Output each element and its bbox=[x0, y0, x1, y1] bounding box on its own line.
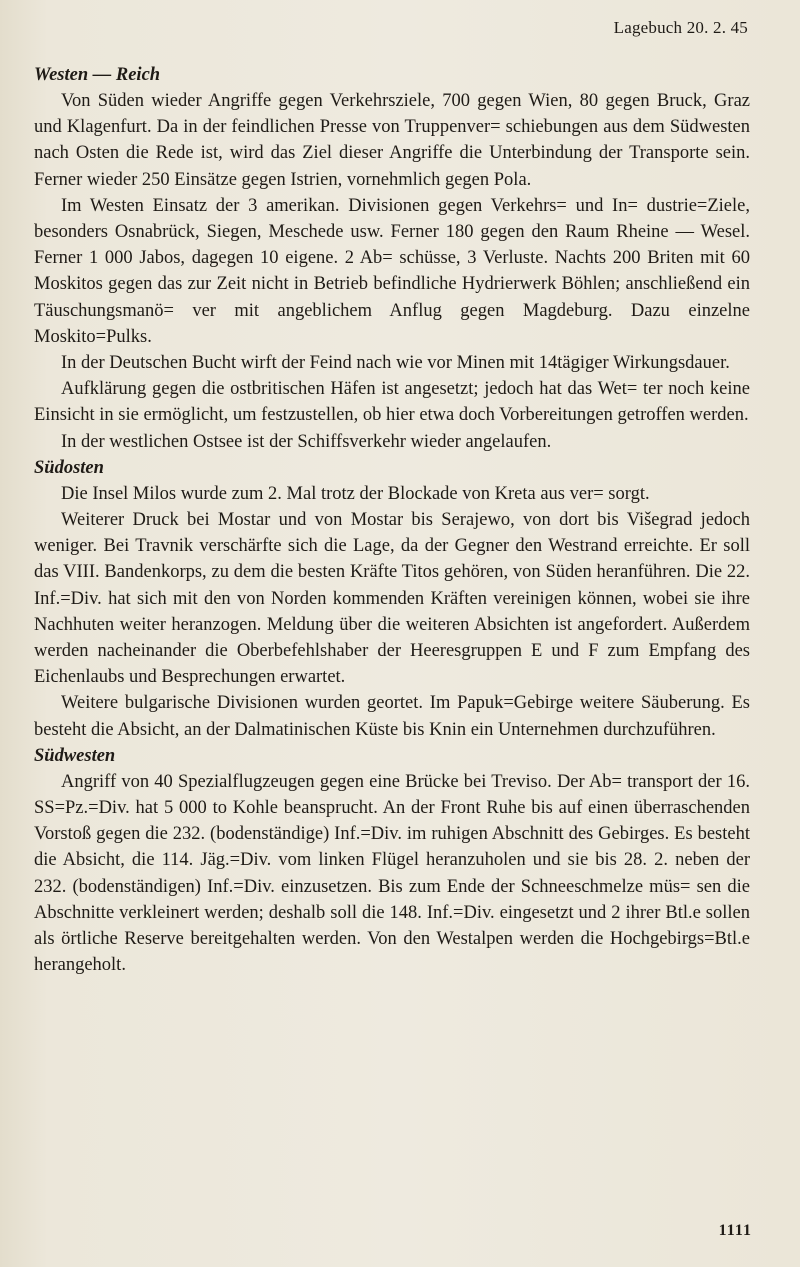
paragraph: Die Insel Milos wurde zum 2. Mal trotz der Blockade von Kreta aus ver= sorgt. bbox=[61, 483, 650, 504]
section-heading: Südwesten bbox=[34, 745, 116, 766]
paragraph: Aufklärung gegen die ostbritischen Häfen ist angesetzt; jedoch hat das Wet= ter noch keine Einsicht in sie ermöglicht, um festzustellen, ob hier etwa doch Vorbereitungen getroffen werden. bbox=[34, 379, 750, 426]
section-heading: Südosten bbox=[34, 457, 104, 478]
page-number: 1111 bbox=[718, 1222, 752, 1239]
section-suedwesten bbox=[34, 743, 750, 979]
paragraph: In der Deutschen Bucht wirft der Feind nach wie vor Minen mit 14tägiger Wirkungsdauer. bbox=[61, 353, 730, 374]
page-body bbox=[34, 62, 750, 979]
section-westen-reich bbox=[34, 62, 750, 455]
paragraph: In der westlichen Ostsee ist der Schiffsverkehr wieder angelaufen. bbox=[61, 431, 552, 452]
section-heading: Westen — Reich bbox=[34, 65, 161, 85]
paragraph: Angriff von 40 Spezialflugzeugen gegen eine Brücke bei Treviso. Der Ab= transport der 16. SS=Pz.=Div. hat 5 000 to Kohle beansprucht. An der Front Ruhe bis auf einen überraschenden Vorstoß gegen die 232. (bodenständige) Inf.=Div. im ruhigen Abschnitt des Gebirges. Es besteht die Absicht, die 114. Jäg.=Div. vom linken Flügel heranzuholen und sie bis 28. 2. neben der 232. (bodenständigen) Inf.=Div. einzusetzen. Bis zum Ende der Schneeschmelze müs= sen die Abschnitte verkleinert werden; deshalb soll die 148. Inf.=Div. eingesetzt und 2 ihrer Btl.e sollen als örtliche Reserve bereitgehalten werden. Von den Westalpen werden die Hochgebirgs=Btl.e herangeholt. bbox=[34, 771, 750, 976]
running-head: Lagebuch 20. 2. 45 bbox=[613, 18, 748, 37]
paragraph: Weitere bulgarische Divisionen wurden geortet. Im Papuk=Gebirge weitere Säuberung. Es besteht die Absicht, an der Dalmatinischen Küste bis Knin ein Unternehmen durchzuführen. bbox=[34, 693, 750, 740]
section-suedosten bbox=[34, 455, 750, 743]
paragraph: Weiterer Druck bei Mostar und von Mostar bis Serajewo, von dort bis Višegrad jedoch weniger. Bei Travnik verschärfte sich die Lage, da der Gegner den Westrand erreichte. Er soll das VIII. Bandenkorps, zu dem die besten Kräfte Titos gehören, von Süden heranführen. Die 22. Inf.=Div. hat sich mit den von Norden kommenden Kräften vereinigen können, wobei sie ihre Nachhuten weiter heranzogen. Meldung über die weiteren Absichten ist angefordert. Außerdem werden nacheinander die Oberbefehlshaber der Heeresgruppen E und F zum Empfang des Eichenlaubs und Besprechungen erwartet. bbox=[34, 510, 750, 688]
paragraph: Im Westen Einsatz der 3 amerikan. Divisionen gegen Verkehrs= und In= dustrie=Ziele, besonders Osnabrück, Siegen, Meschede usw. Ferner 180 gegen den Raum Rheine — Wesel. Ferner 1 000 Jabos, dagegen 10 eigene. 2 Ab= schüsse, 3 Verluste. Nachts 200 Briten mit 60 Moskitos gegen das zur Zeit nicht in Betrieb befindliche Hydrierwerk Böhlen; anschließend ein Täuschungsmanö= ver mit angeblichem Anflug gegen Magdeburg. Dazu einzelne Moskito=Pulks. bbox=[34, 195, 750, 347]
paragraph: Von Süden wieder Angriffe gegen Verkehrsziele, 700 gegen Wien, 80 gegen Bruck, Graz und Klagenfurt. Da in der feindlichen Presse von Truppenver= schiebungen aus dem Südwesten nach Osten die Rede ist, wird das Ziel dieser Angriffe die Unterbindung der Transporte sein. Ferner wieder 250 Einsätze gegen Istrien, vornehmlich gegen Pola. bbox=[34, 91, 750, 190]
